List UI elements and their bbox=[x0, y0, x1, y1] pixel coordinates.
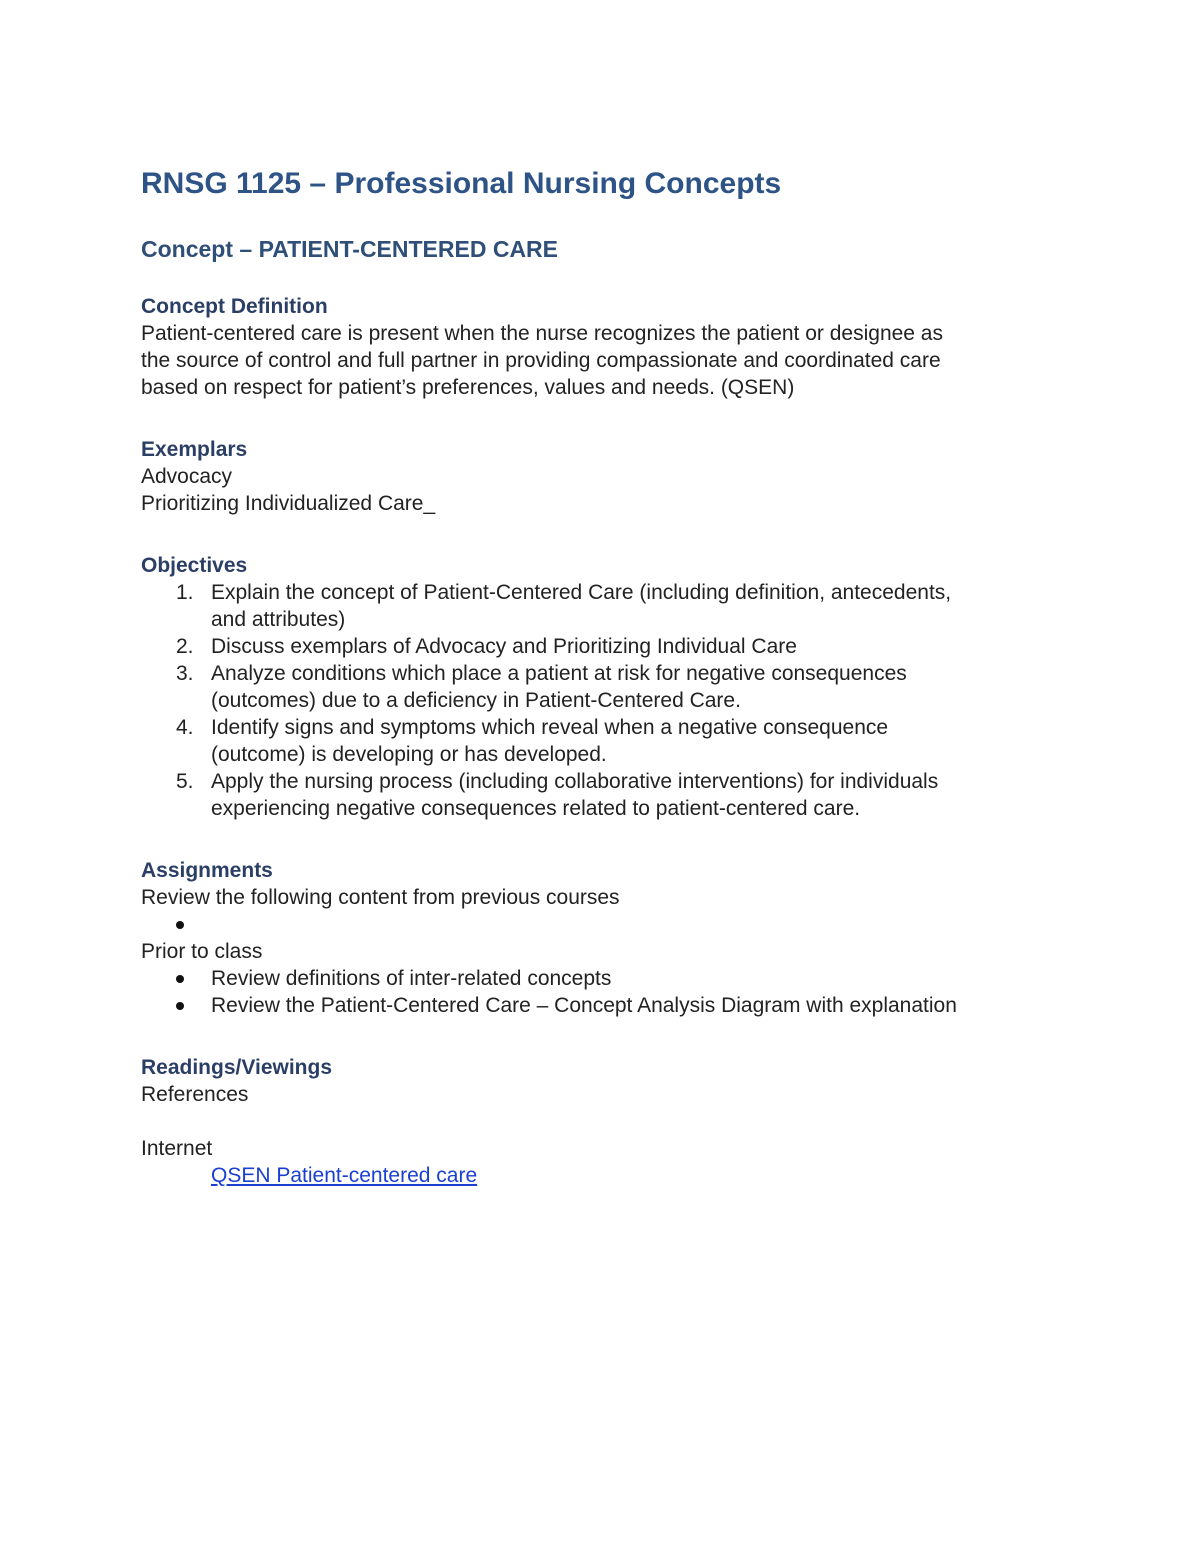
prior-label: Prior to class bbox=[141, 940, 263, 963]
concept-heading: Concept – PATIENT-CENTERED CARE bbox=[141, 236, 559, 262]
definition-heading: Concept Definition bbox=[141, 295, 328, 318]
readings-section bbox=[141, 1054, 1071, 1189]
objective-line: (outcome) is developing or has developed. bbox=[211, 743, 607, 766]
exemplar-item: Advocacy bbox=[141, 465, 233, 488]
review-item bbox=[141, 911, 1071, 938]
assignments-heading: Assignments bbox=[141, 859, 273, 882]
objective-item bbox=[141, 579, 1071, 633]
prior-item bbox=[141, 992, 1071, 1019]
internet-label: Internet bbox=[141, 1137, 213, 1160]
objective-line: Analyze conditions which place a patient at risk for negative consequences bbox=[211, 662, 907, 685]
assignments-section bbox=[141, 857, 1071, 1019]
prior-item bbox=[141, 965, 1071, 992]
exemplar-item: Prioritizing Individualized Care_ bbox=[141, 492, 436, 515]
objective-item bbox=[141, 714, 1071, 768]
objective-line: experiencing negative consequences related to patient-centered care. bbox=[211, 797, 861, 820]
objectives-heading: Objectives bbox=[141, 554, 248, 577]
bullet-icon bbox=[176, 1002, 184, 1010]
exemplars-heading: Exemplars bbox=[141, 438, 248, 461]
objective-number: 4. bbox=[176, 716, 194, 739]
exemplars-section bbox=[141, 436, 1071, 517]
prior-item-text: Review the Patient-Centered Care – Concept Analysis Diagram with explanation bbox=[211, 994, 957, 1017]
objective-line: Apply the nursing process (including collaborative interventions) for individuals bbox=[211, 770, 939, 793]
objective-number: 5. bbox=[176, 770, 194, 793]
bullet-icon bbox=[176, 921, 184, 929]
document-title: RNSG 1125 – Professional Nursing Concepts bbox=[141, 167, 782, 200]
objective-item bbox=[141, 633, 1071, 660]
definition-line: based on respect for patient’s preferences, values and needs. (QSEN) bbox=[141, 376, 795, 399]
document-page bbox=[141, 163, 1071, 1189]
objective-line: Discuss exemplars of Advocacy and Prioritizing Individual Care bbox=[211, 635, 797, 658]
review-label: Review the following content from previous courses bbox=[141, 886, 620, 909]
objectives-list bbox=[141, 579, 1071, 822]
objective-number: 1. bbox=[176, 581, 194, 604]
objective-line: Explain the concept of Patient-Centered Care (including definition, antecedents, bbox=[211, 581, 952, 604]
definition-line: the source of control and full partner in providing compassionate and coordinated care bbox=[141, 349, 941, 372]
prior-list bbox=[141, 965, 1071, 1019]
objective-line: (outcomes) due to a deficiency in Patient-Centered Care. bbox=[211, 689, 741, 712]
objective-number: 2. bbox=[176, 635, 194, 658]
objective-line: Identify signs and symptoms which reveal when a negative consequence bbox=[211, 716, 889, 739]
blank-line bbox=[141, 1108, 1071, 1135]
readings-heading: Readings/Viewings bbox=[141, 1056, 332, 1079]
objective-number: 3. bbox=[176, 662, 194, 685]
references-label: References bbox=[141, 1083, 249, 1106]
review-list bbox=[141, 911, 1071, 938]
link-line bbox=[141, 1162, 1071, 1189]
objective-item bbox=[141, 660, 1071, 714]
definition-line: Patient-centered care is present when the nurse recognizes the patient or designee as bbox=[141, 322, 943, 345]
prior-item-text: Review definitions of inter-related concepts bbox=[211, 967, 612, 990]
objectives-section bbox=[141, 552, 1071, 822]
qsen-link[interactable]: QSEN Patient-centered care bbox=[211, 1164, 478, 1187]
objective-item bbox=[141, 768, 1071, 822]
bullet-icon bbox=[176, 975, 184, 983]
definition-section bbox=[141, 293, 1071, 401]
objective-line: and attributes) bbox=[211, 608, 346, 631]
